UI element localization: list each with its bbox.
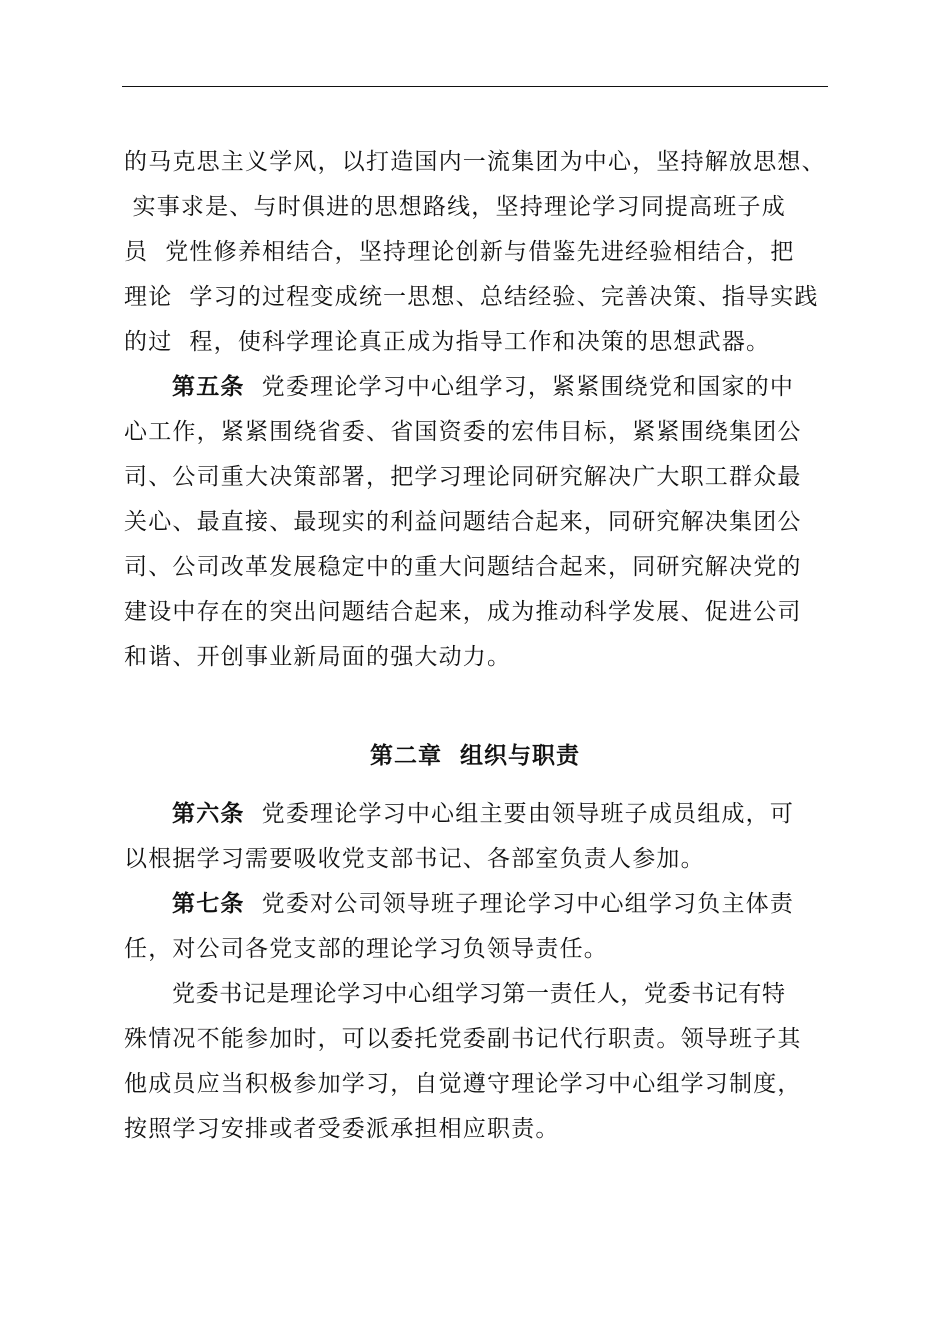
text-line: 员 党性修养相结合，坚持理论创新与借鉴先进经验相结合，把 [124, 239, 795, 265]
text-line: 关心、最直接、最现实的利益问题结合起来，同研究解决集团公 [124, 509, 802, 535]
article-5-label: 第五条 [172, 374, 245, 400]
text-line: 实事求是、与时俱进的思想路线，坚持理论学习同提高班子成 [124, 194, 786, 220]
text-line: 和谐、开创事业新局面的强大动力。 [124, 644, 512, 670]
article-7-text: 党委对公司领导班子理论学习中心组学习负主体责 [261, 891, 795, 917]
article-6-text: 党委理论学习中心组主要由领导班子成员组成，可 [261, 801, 795, 827]
text-line: 司、公司重大决策部署，把学习理论同研究解决广大职工群众最 [124, 464, 802, 490]
text-line: 司、公司改革发展稳定中的重大问题结合起来，同研究解决党的 [124, 554, 802, 580]
text-line: 的过 程，使科学理论真正成为指导工作和决策的思想武器。 [124, 329, 771, 355]
article-7-first-line [172, 890, 794, 918]
article-7-label: 第七条 [172, 891, 245, 917]
header-rule [122, 86, 828, 87]
chapter-heading: 第二章 组织与职责 [369, 743, 580, 769]
text-line: 他成员应当积极参加学习，自觉遵守理论学习中心组学习制度， [124, 1071, 802, 1097]
text-line: 心工作，紧紧围绕省委、省国资委的宏伟目标，紧紧围绕集团公 [124, 419, 802, 445]
text-line: 任，对公司各党支部的理论学习负领导责任。 [124, 936, 608, 962]
text-line: 以根据学习需要吸收党支部书记、各部室负责人参加。 [124, 846, 705, 872]
article-5-first-line [172, 373, 794, 401]
text-line: 理论 学习的过程变成统一思想、总结经验、完善决策、指导实践 [124, 284, 819, 310]
text-line: 按照学习安排或者受委派承担相应职责。 [124, 1116, 560, 1142]
article-6-label: 第六条 [172, 801, 245, 827]
article-6-first-line [172, 800, 794, 828]
text-line: 建设中存在的突出问题结合起来，成为推动科学发展、促进公司 [124, 599, 802, 625]
paragraph-first-line: 党委书记是理论学习中心组学习第一责任人，党委书记有特 [172, 981, 786, 1007]
text-line: 的马克思主义学风，以打造国内一流集团为中心，坚持解放思想、 [124, 149, 826, 175]
text-line: 殊情况不能参加时，可以委托党委副书记代行职责。领导班子其 [124, 1026, 802, 1052]
article-5-text: 党委理论学习中心组学习，紧紧围绕党和国家的中 [261, 374, 795, 400]
